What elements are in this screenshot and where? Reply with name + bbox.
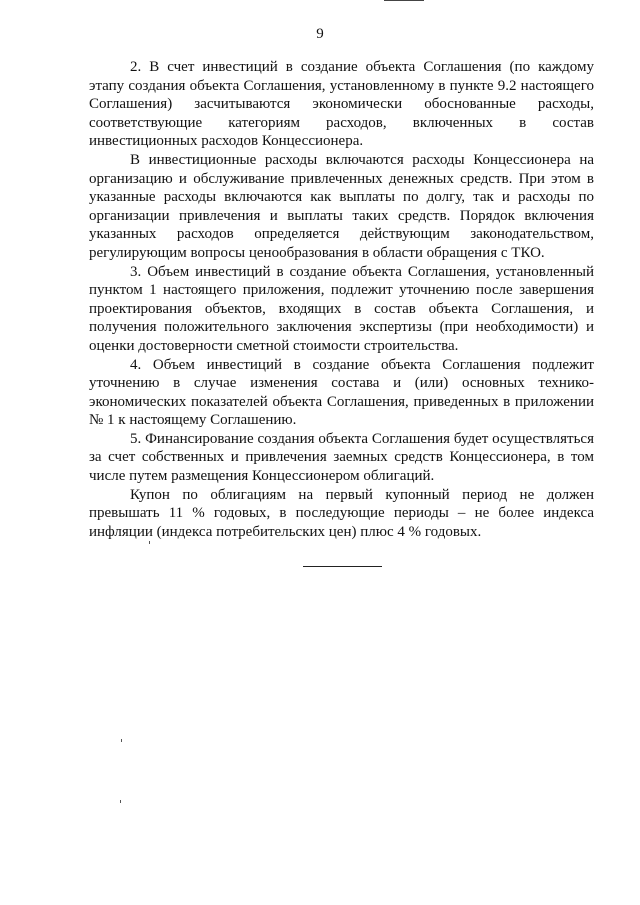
scan-speck	[149, 541, 150, 544]
paragraph-investment-offset: 2. В счет инвестиций в создание объекта Соглашения (по каждому этапу создания объекта Соглашения, установленному в пункте 9.2 настоящего Соглашения) засчитываются экономически обоснованные расходы, соответствующие категориям расходов, включенных в состав инвестиционных расходов Концессионера.	[89, 59, 594, 150]
top-edge-rule	[384, 0, 424, 1]
page-number: 9	[316, 26, 324, 42]
document-body	[89, 58, 594, 541]
paragraph-bond-coupon: Купон по облигациям на первый купонный период не должен превышать 11 % годовых, в последующие периоды – не более индекса инфляции (индекса потребительских цен) плюс 4 % годовых.	[89, 486, 594, 540]
end-of-text-rule	[303, 566, 382, 567]
paragraph-investment-volume-changes: 4. Объем инвестиций в создание объекта Соглашения подлежит уточнению в случае изменения состава и (или) основных технико-экономических показателей объекта Соглашения, приведенных в приложении № 1 к настоящему Соглашению.	[89, 356, 594, 429]
paragraph-investment-expenses: В инвестиционные расходы включаются расходы Концессионера на организацию и обслуживание привлеченных денежных средств. При этом в указанные расходы включаются как выплаты по долгу, так и расходы по организации привлечения и выплаты таких средств. Порядок включения указанных расходов определяется действующим законодательством, регулирующим вопросы ценообразования в области обращения с ТКО.	[89, 151, 594, 261]
paragraph-investment-volume-design: 3. Объем инвестиций в создание объекта Соглашения, установленный пунктом 1 настоящего приложения, подлежит уточнению после завершения проектирования объектов, входящих в состав объекта Соглашения, и получения положительного заключения экспертизы (при необходимости) и оценки достоверности сметной стоимости строительства.	[89, 263, 594, 354]
scan-speck	[121, 739, 122, 742]
scan-speck	[120, 800, 121, 803]
paragraph-financing: 5. Финансирование создания объекта Соглашения будет осуществляться за счет собственных и привлечения заемных средств Концессионера, в том числе путем размещения Концессионером облигаций.	[89, 430, 594, 485]
